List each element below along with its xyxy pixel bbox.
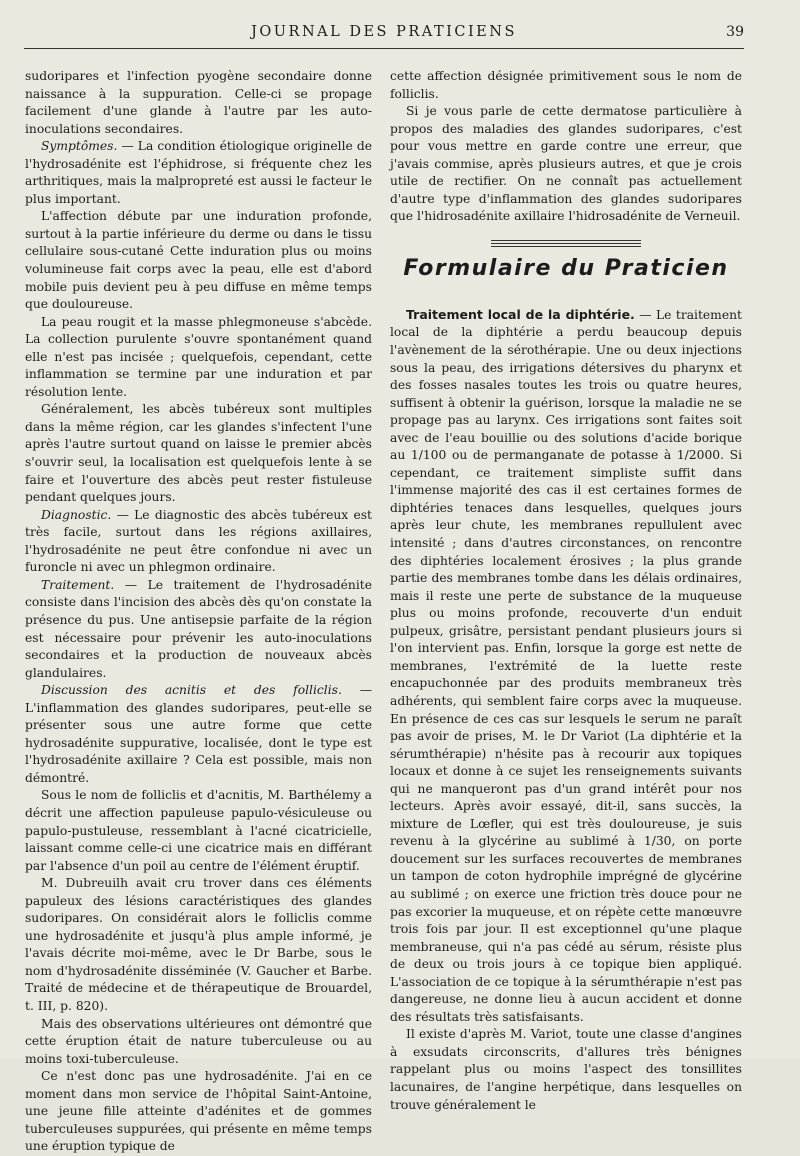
paragraph: Symptômes. — La condition étiologique originelle de l'hydrosadénite est l'éphidrose, si fréquente chez les arthritiques, mais la malpropreté est aussi le facteur le plus important.: [25, 139, 372, 206]
subheading: Diagnostic.: [41, 507, 112, 522]
article-heading: Traitement local de la diphtérie.: [406, 306, 635, 322]
paragraph: Mais des observations ultérieures ont démontré que cette éruption était de nature tuberculeuse ou au moins toxi-tuberculeuse.: [25, 1016, 372, 1066]
paragraph: M. Dubreuilh avait cru trover dans ces éléments papuleux des lésions caractéristiques des glandes sudoripares. On considérait alors le folliclis comme une hydrosadénite et jusqu'à plus ample informé, je l'avais décrite moi-même, avec le Dr Barbe, sous le nom d'hydrosadénite disséminée (V. Gaucher et Barbe. Traité de médecine et de thérapeutique de Brouardel, t. III, p. 820).: [25, 876, 372, 1013]
paragraph: sudoripares et l'infection pyogène secondaire donne naissance à la suppuration. Celle-ci se propage facilement d'une glande à l'autre par les auto-inoculations secondaires.: [25, 69, 372, 136]
paragraph: Généralement, les abcès tubéreux sont multiples dans la même région, car les glandes s'infectent l'une après l'autre surtout quand on laisse le premier abcès s'ouvrir seul, la localisation est quelquefois lente à se faire et l'ouverture des abcès peut rester fistuleuse pendant quelques jours.: [25, 402, 372, 505]
right-column: [390, 68, 742, 1112]
subheading: Discussion des acnitis et des folliclis.: [41, 683, 342, 698]
journal-title: JOURNAL DES PRATICIENS: [251, 24, 517, 40]
section-divider: [390, 240, 742, 246]
page-number: 39: [726, 24, 744, 40]
paragraph: cette affection désignée primitivement sous le nom de folliclis.: [390, 69, 742, 101]
left-column: [25, 68, 372, 1154]
paragraph: Discussion des acnitis et des folliclis. — L'inflammation des glandes sudoripares, peut-elle se présenter sous une autre forme que cette hydrosadénite suppurative, localisée, dont le type est l'hydrosadénite axillaire ? Cela est possible, mais non démontré.: [25, 683, 372, 785]
running-header: [24, 22, 744, 49]
section-title: Formulaire du Praticien: [403, 255, 729, 281]
paragraph: La peau rougit et la masse phlegmoneuse s'abcède. La collection purulente s'ouvre spontanément quand elle n'est pas incisée ; quelquefois, cependant, cette inflammation se termine par une induration et par résolution lente.: [25, 314, 372, 399]
paragraph: Il existe d'après M. Variot, toute une classe d'angines à exsudats circonscrits, d'allures très bénignes rappelant plus ou moins l'aspect des tonsillites lacunaires, de l'angine herpétique, dans lesquelles on trouve généralement le: [390, 1027, 742, 1112]
subheading: Symptômes.: [41, 139, 118, 154]
paragraph: Sous le nom de folliclis et d'acnitis, M. Barthélemy a décrit une affection papuleuse papulo-vésiculeuse ou papulo-pustuleuse, ressemblant à l'acné cicatricielle, laissant comme celle-ci une cicatrice mais en différant par l'absence d'un poil au centre de l'élément éruptif.: [25, 788, 372, 873]
paragraph: Traitement local de la diphtérie. — Le traitement local de la diphtérie a perdu beaucoup depuis l'avènement de la sérothérapie. Une ou deux injections sous la peau, des irrigations détersives du pharynx et des fosses nasales toutes les trois ou quatre heures, suffisent à obtenir la guérison, lorsque la maladie ne se propage pas au larynx. Ces irrigations sont faites soit avec de l'eau bouillie ou des solutions d'acide borique au 1/100 ou de permanganate de potasse à 1/2000. Si cependant, ce traitement simpliste suffit dans l'immense majorité des cas il est certaines formes de diphtéries tenaces dans lesquelles, quelques jours après leur chute, les membranes repullulent avec intensité ; dans d'autres circonstances, on rencontre des diphtéries localement érosives ; la plus grande partie des membranes tombe dans les délais ordinaires, mais il reste une perte de substance de la muqueuse plus ou moins profonde, recouverte d'un enduit pulpeux, grisâtre, persistant pendant plusieurs jours si l'on intervient pas. Enfin, lorsque la gorge est nette de membranes, l'extrémité de la luette reste encapuchonnée par des produits membraneux très adhérents, qui semblent faire corps avec la muqueuse. En présence de ces cas sur lesquels le serum ne paraît pas avoir de prises, M. le Dr Variot (La diphtérie et la sérumthérapie) n'hésite pas à recourir aux topiques locaux et donne à ce sujet les renseignements suivants qui ne manqueront pas d'un grand intérêt pour nos lecteurs. Après avoir essayé, dit-il, sans succès, la mixture de Lœfler, qui est très douloureuse, je suis revenu à la glycérine au sublimé à 1/30, on porte doucement sur les surfaces recouvertes de membranes un tampon de coton hydrophile imprégné de glycérine au sublimé ; on exerce une friction très douce pour ne pas excorier la muqueuse, et on répète cette manœuvre trois fois par jour. Il est exceptionnel qu'une plaque membraneuse, qui n'a pas cédé au sérum, résiste plus de deux ou trois jours à ce topique bien appliqué. L'association de ce topique à la sérumthérapie n'est pas dangereuse, ne donne lieu à aucun accident et donne des résultats très satisfaisants.: [390, 306, 742, 1024]
paragraph: Si je vous parle de cette dermatose particulière à propos des maladies des glandes sudoripares, c'est pour vous mettre en garde contre une erreur, que j'avais commise, après plusieurs autres, et que je crois utile de rectifier. On ne connaît pas actuellement d'autre type d'inflammation des glandes sudoripares que l'hidrosadénite axillaire l'hidrosadénite de Verneuil.: [390, 104, 742, 224]
paragraph: L'affection débute par une induration profonde, surtout à la partie inférieure du derme ou dans le tissu cellulaire sous-cutané Cette induration plus ou moins volumineuse fait corps avec la peau, elle est d'abord mobile puis devient peu à peu diffuse en même temps que douloureuse.: [25, 209, 372, 312]
paragraph: Ce n'est donc pas une hydrosadénite. J'ai en ce moment dans mon service de l'hôpital Saint-Antoine, une jeune fille atteinte d'adénites et de gommes tuberculeuses suppurées, qui présente en même temps une éruption typique de: [25, 1069, 372, 1154]
paragraph: Traitement. — Le traitement de l'hydrosadénite consiste dans l'incision des abcès dès qu'on constate la présence du pus. Une antisepsie parfaite de la région est nécessaire pour prévenir les auto-inoculations secondaires et la production de nouveaux abcès glandulaires.: [25, 577, 372, 680]
subheading: Traitement.: [41, 577, 115, 592]
paragraph: Diagnostic. — Le diagnostic des abcès tubéreux est très facile, surtout dans les régions axillaires, l'hydrosadénite ne peut être confondue ni avec un furoncle ni avec un phlegmon ordinaire.: [25, 507, 372, 575]
